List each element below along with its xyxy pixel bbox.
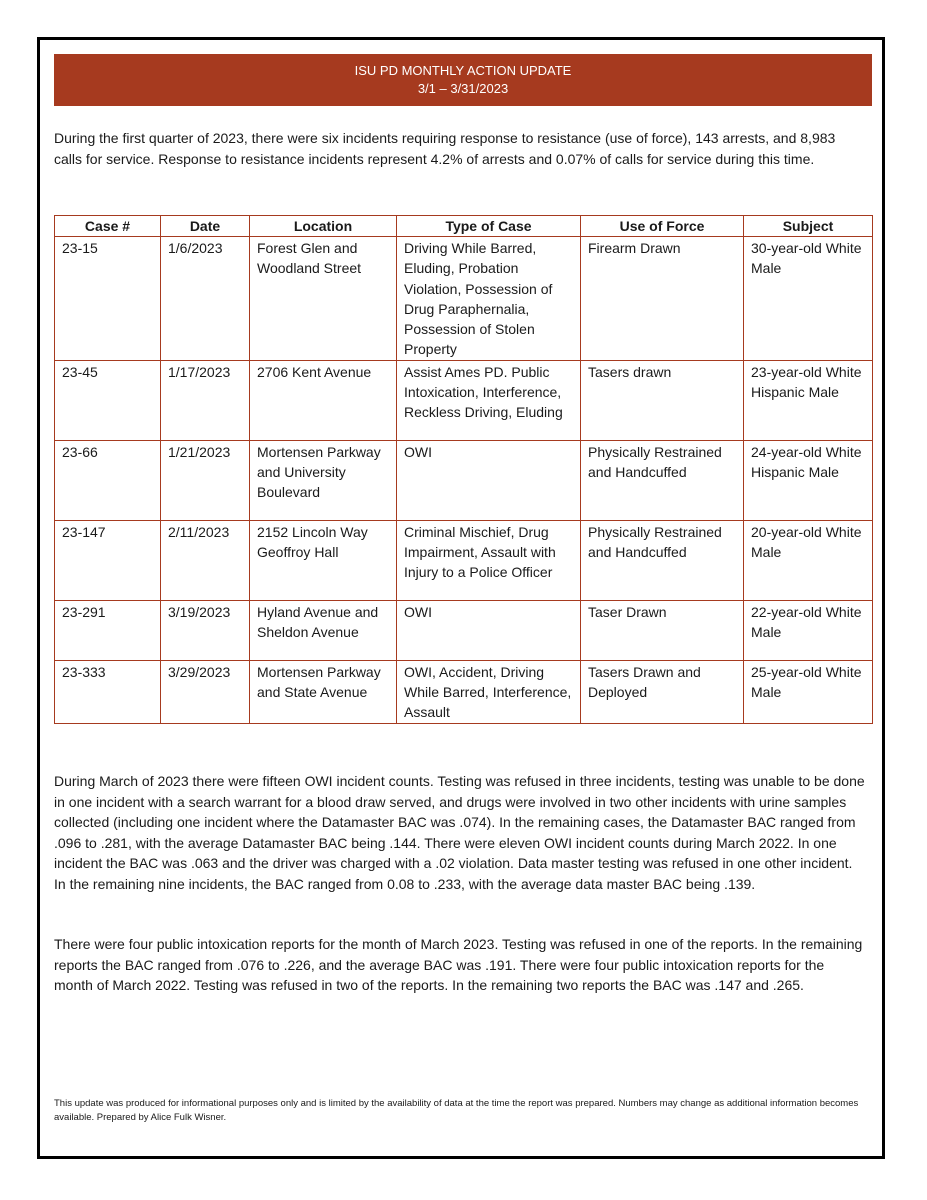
cell-case: 23-15 (55, 237, 161, 361)
col-header-force: Use of Force (581, 216, 744, 237)
cell-force: Tasers drawn (581, 360, 744, 440)
cell-case: 23-66 (55, 440, 161, 520)
report-date-range: 3/1 – 3/31/2023 (417, 81, 509, 96)
cell-case: 23-45 (55, 360, 161, 440)
cell-location: 2152 Lincoln Way Geoffroy Hall (250, 520, 397, 600)
cell-case: 23-147 (55, 520, 161, 600)
cell-force: Tasers Drawn and Deployed (581, 660, 744, 723)
cell-type: Assist Ames PD. Public Intoxication, Interference, Reckless Driving, Eluding (397, 360, 581, 440)
cell-force: Physically Restrained and Handcuffed (581, 520, 744, 600)
table-row (55, 440, 873, 520)
cell-subject: 22-year-old White Male (744, 600, 873, 660)
col-header-location: Location (250, 216, 397, 237)
cell-subject: 30-year-old White Male (744, 237, 873, 361)
cell-case: 23-291 (55, 600, 161, 660)
cell-location: Mortensen Parkway and University Boulevard (250, 440, 397, 520)
cell-location: Mortensen Parkway and State Avenue (250, 660, 397, 723)
table-row (55, 237, 873, 361)
table-header-row (55, 216, 873, 237)
cell-type: OWI (397, 440, 581, 520)
cell-date: 3/19/2023 (161, 600, 250, 660)
cell-location: Hyland Avenue and Sheldon Avenue (250, 600, 397, 660)
cell-subject: 20-year-old White Male (744, 520, 873, 600)
cell-date: 1/21/2023 (161, 440, 250, 520)
col-header-subject: Subject (744, 216, 873, 237)
footnote: This update was produced for informational purposes only and is limited by the availability of data at the time the report was prepared. Numbers may change as additional information becomes available. Prepared by Alice Fulk Wisner. (54, 1098, 859, 1123)
use-of-force-table (54, 215, 873, 724)
cell-location: Forest Glen and Woodland Street (250, 237, 397, 361)
report-title: ISU PD MONTHLY ACTION UPDATE (354, 63, 572, 78)
cell-case: 23-333 (55, 660, 161, 723)
cell-location: 2706 Kent Avenue (250, 360, 397, 440)
table-row (55, 660, 873, 723)
cell-date: 1/17/2023 (161, 360, 250, 440)
col-header-type: Type of Case (397, 216, 581, 237)
cell-subject: 24-year-old White Hispanic Male (744, 440, 873, 520)
cell-date: 2/11/2023 (161, 520, 250, 600)
cell-force: Physically Restrained and Handcuffed (581, 440, 744, 520)
table-row (55, 600, 873, 660)
table-row (55, 520, 873, 600)
cell-force: Taser Drawn (581, 600, 744, 660)
cell-type: Driving While Barred, Eluding, Probation Violation, Possession of Drug Paraphernalia, Possession of Stolen Property (397, 237, 581, 361)
cell-subject: 25-year-old White Male (744, 660, 873, 723)
col-header-date: Date (161, 216, 250, 237)
col-header-case: Case # (55, 216, 161, 237)
owi-paragraph: During March of 2023 there were fifteen OWI incident counts. Testing was refused in three incidents, testing was unable to be done in one incident with a search warrant for a blood draw served, and drugs were involved in two other incidents with urine samples collected (including one incident where the Datamaster BAC was .074). In the remaining cases, the Datamaster BAC ranged from .096 to .281, with the average Datamaster BAC being .144. There were eleven OWI incident counts during March 2022. In one incident the BAC was .063 and the driver was charged with a .02 violation. Data master testing was refused in one other incident. In the remaining nine incidents, the BAC ranged from 0.08 to .233, with the average data master BAC being .139. (54, 773, 865, 892)
public-intoxication-paragraph: There were four public intoxication reports for the month of March 2023. Testing was refused in one of the reports. In the remaining reports the BAC ranged from .076 to .226, and the average BAC was .191. There were four public intoxication reports for the month of March 2022. Testing was refused in two of the reports. In the remaining two reports the BAC was .147 and .265. (54, 936, 863, 993)
report-header-banner (54, 54, 872, 106)
table-row (55, 360, 873, 440)
cell-date: 1/6/2023 (161, 237, 250, 361)
cell-date: 3/29/2023 (161, 660, 250, 723)
cell-type: Criminal Mischief, Drug Impairment, Assault with Injury to a Police Officer (397, 520, 581, 600)
cell-type: OWI, Accident, Driving While Barred, Interference, Assault (397, 660, 581, 723)
cell-force: Firearm Drawn (581, 237, 744, 361)
cell-subject: 23-year-old White Hispanic Male (744, 360, 873, 440)
cell-type: OWI (397, 600, 581, 660)
intro-paragraph: During the first quarter of 2023, there were six incidents requiring response to resistance (use of force), 143 arrests, and 8,983 calls for service. Response to resistance incidents represent 4.2% of arrests and 0.07% of calls for service during this time. (54, 130, 836, 167)
